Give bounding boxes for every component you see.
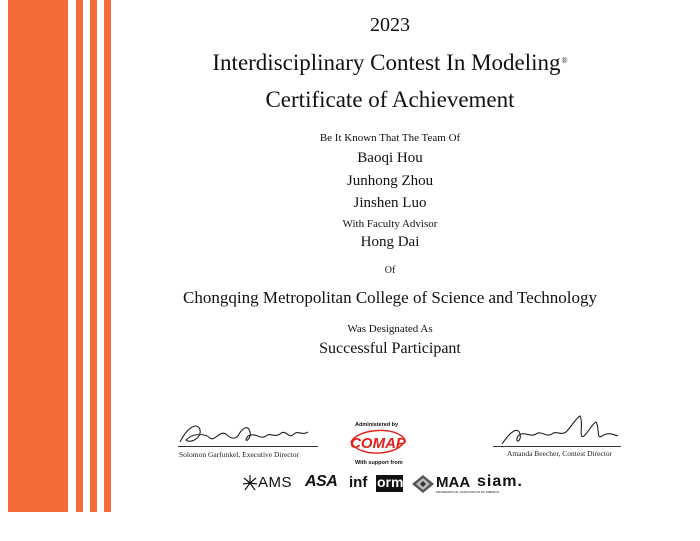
contest-name [110,50,670,76]
comap-logo-text: COMAP [350,435,406,452]
contest-director-signature [496,414,621,448]
ams-logo: AMS [258,474,293,491]
decorative-stripe-wide [8,0,68,512]
left-signature-line [178,446,318,447]
executive-director-signature [176,418,321,448]
decorative-stripe-3 [104,0,111,512]
award-designation: Successful Participant [319,340,461,357]
intro-text: Be It Known That The Team Of [319,132,461,144]
support-label: With support from [355,460,403,466]
informs-logo-box [376,474,412,492]
decorative-stripe-1 [76,0,83,512]
informs-logo: inf [349,474,368,491]
faculty-advisor: Hong Dai [360,234,420,250]
ams-emblem-icon [242,474,258,492]
maa-subtitle: MATHEMATICAL ASSOCIATION OF AMERICA [436,490,500,494]
designation-label: Was Designated As [347,323,433,335]
comap-logo [348,426,408,458]
advisor-label: With Faculty Advisor [342,218,438,230]
institution-name: Chongqing Metropolitan College of Science and Technology [183,288,597,307]
certificate-year: 2023 [370,14,410,36]
decorative-stripe-2 [90,0,97,512]
right-signature-line [493,446,621,447]
registered-mark: ® [561,56,568,65]
team-member-3: Jinshen Luo [353,195,427,211]
maa-emblem-icon [411,474,435,494]
team-member-2: Junhong Zhou [346,173,434,189]
contest-director-caption: Amanda Beecher, Contest Director [507,449,613,458]
informs-logo-box-text: orms [377,474,412,490]
siam-logo: siam. [477,473,523,490]
executive-director-caption: Solomon Garfunkel, Executive Director [179,450,299,459]
maa-logo: MAA [436,474,471,491]
asa-logo: ASA [305,473,338,490]
contest-name-text: Interdisciplinary Contest In Modeling [212,50,561,75]
team-member-1: Baoqi Hou [357,150,423,166]
administered-by-label: Administered by [355,422,399,428]
of-label: Of [384,265,396,276]
certificate-title: Certificate of Achievement [265,87,515,112]
